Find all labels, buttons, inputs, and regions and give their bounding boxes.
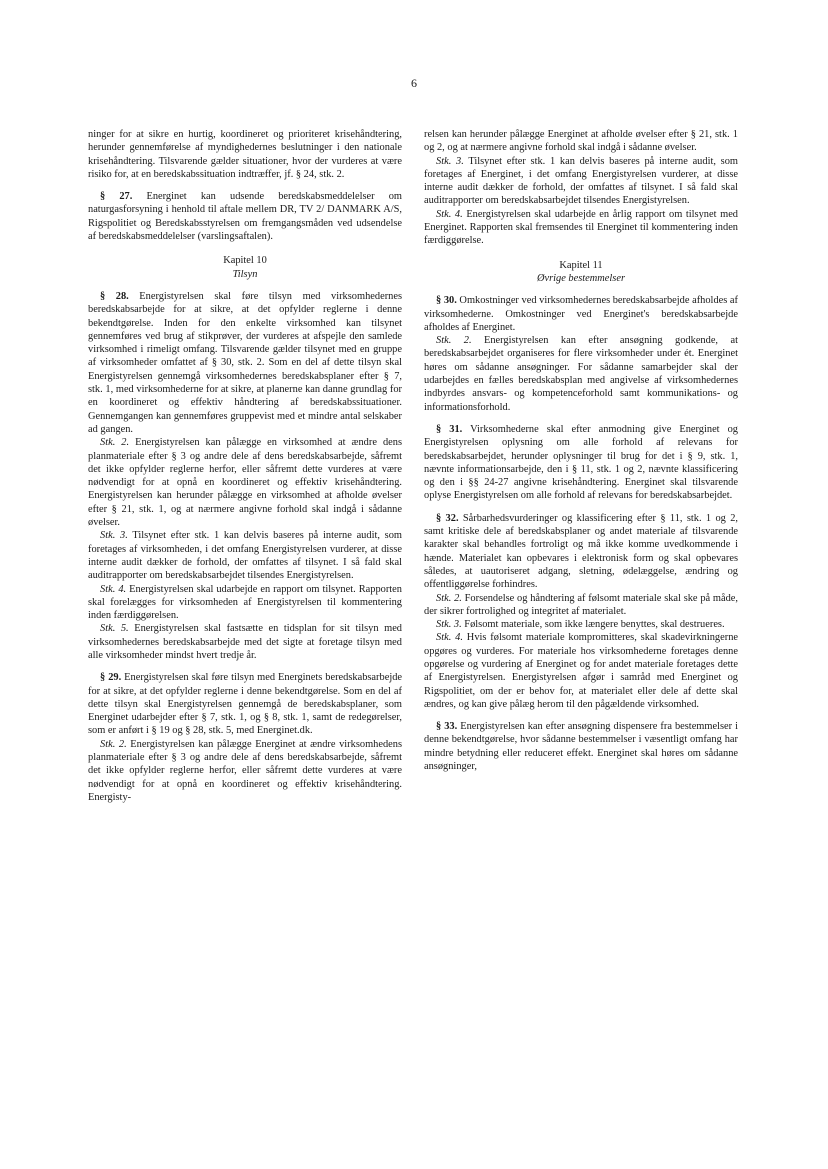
section-paragraph — [424, 512, 738, 592]
subsection-paragraph — [424, 631, 738, 711]
subsection-label: Stk. 4. — [436, 632, 463, 644]
subsection-paragraph — [424, 592, 738, 619]
subsection-label: Stk. 5. — [100, 623, 129, 635]
subsection-paragraph — [424, 334, 738, 414]
section-number: § 32. — [436, 512, 459, 524]
subsection-label: Stk. 2. — [436, 592, 462, 604]
paragraph-text: Energistyrelsen skal udarbejde en årlig rapport om tilsynet med Energinet. Rapporten skal fremsendes til Energinet til kommentering inden færdiggørelse. — [424, 208, 738, 247]
subsection-label: Stk. 2. — [100, 437, 130, 449]
left-column — [88, 128, 402, 804]
section-paragraph — [88, 290, 402, 436]
subsection-paragraph — [88, 622, 402, 662]
subsection-paragraph — [88, 738, 402, 804]
paragraph-text: Tilsynet efter stk. 1 kan delvis baseres på interne audit, som foretages af virksomheden, i det omfang Energistyrelsen vurderer, at disse interne audit dækker de forhold, der omfattes af tilsynet. I så fald skal auditrapporter om beredskabsarbejdet tilsendes Energistyrelsen. — [88, 530, 402, 582]
subsection-label: Stk. 2. — [436, 335, 472, 347]
section-paragraph — [424, 294, 738, 334]
subsection-paragraph — [424, 155, 738, 208]
chapter-title: Tilsyn — [232, 268, 258, 280]
chapter-heading: Kapitel 11 — [559, 259, 603, 271]
subsection-label: Stk. 4. — [436, 208, 463, 220]
subsection-paragraph — [88, 529, 402, 582]
section-number: § 33. — [436, 721, 458, 733]
section-number: § 30. — [436, 295, 457, 307]
continued-paragraph — [424, 128, 738, 155]
paragraph-text: Tilsynet efter stk. 1 kan delvis baseres på interne audit, som foretages af Energinet, i det omfang Energistyrelsen vurderer, at disse interne audit dækker de forhold, der omfattes af tilsynet. I så fald skal auditrapporter om beredskabsarbejdet tilsendes Energistyrelsen. — [424, 155, 738, 207]
section-number: § 29. — [100, 672, 122, 684]
paragraph-text: Energistyrelsen kan pålægge en virksomhed at ændre dens planmateriale efter § 3 og andre dele af dens beredskabsarbejde, såfremt det ikke opfylder reglerne herfor, eller såfremt dette vurderes at være nødvendigt for at opnå en koordineret og effektiv krisehåndtering. Energistyrelsen kan herunder pålægge en virksomhed at afholde øvelser efter § 21, stk. 1, og at nærmere angivne forhold skal indgå i sådanne øvelser. — [88, 437, 402, 529]
paragraph-text: Virksomhederne skal efter anmodning give Energinet og Energistyrelsen oplysning om alle forhold af relevans for beredskabsarbejdet, herunder oplysninger til brug for det i § 9, stk. 1, nævnte informationsarbejde, den i § 11, stk. 1 og 2, nævnte klassificering og den i §§ 24-27 angivne krisehåndtering. Energinet skal tilsvarende oplyse Energistyrelsen om alle forhold af relevans for beredskabsarbejdet. — [424, 423, 739, 502]
paragraph-text: Energistyrelsen skal udarbejde en rapport om tilsynet. Rapporten skal forelægges for virksomheden af Energistyrelsen til kommentering inden færdiggørelsen. — [88, 583, 402, 622]
subsection-label: Stk. 2. — [100, 738, 127, 750]
paragraph-text: Energistyrelsen skal føre tilsyn med virksomhedernes beredskabsarbejde for at sikre, at det opfylder reglerne i denne bekendtgørelse. Inden for den enkelte virksomhed kan tilsynet gennemføres ved brug af stikprøver, der vurderes at afspejle den samlede virksomhed i rimeligt omfang. Tilsvarende gælder tilsynet med en gruppe af virksomheder omfattet af § 30, stk. 2. Som en del af dette tilsyn skal Energistyrelsen gennemgå virksomhedernes beredskabsplaner efter § 7, stk. 1, med virksomhederne for at sikre, at planerne kan danne grundlag for en koordineret og effektiv håndtering af beredskabssituationer. Gennemgangen kan gennemføres gruppevist med et mindre antal selskaber ad gangen. — [88, 290, 402, 435]
section-paragraph — [88, 671, 402, 737]
continued-paragraph — [88, 128, 402, 181]
paragraph-text: Energistyrelsen skal fastsætte en tidsplan for sit tilsyn med virksomhedernes beredskabsarbejde med det sigte at foretage tilsyn med alle virksomheder mindst hvert tredje år. — [88, 623, 402, 661]
paragraph-text: Forsendelse og håndtering af følsomt materiale skal ske på måde, der sikrer fortrolighed og integritet af materialet. — [424, 592, 738, 617]
paragraph-text: Sårbarhedsvurderinger og klassificering efter § 11, stk. 1 og 2, samt kritiske dele af beredskabsplaner og andet materiale af tilsvarende karakter skal behandles fortroligt og må ikke komme uvedkommende i hænde. Materialet kan opbevares i elektronisk form og skal opbevares således, at uautoriseret adgang, sletning, ødelæggelse, ændring og offentliggørelse forhindres. — [424, 512, 738, 591]
section-number: § 28. — [100, 290, 129, 302]
chapter-heading: Kapitel 10 — [223, 255, 267, 267]
subsection-paragraph — [88, 583, 402, 623]
page-number: 6 — [411, 76, 417, 90]
paragraph-text: Energistyrelsen kan efter ansøgning dispensere fra bestemmelser i denne bekendtgørelse, hvor sådanne bestemmelser i væsentligt omfang har mindre betydning eller reduceret effekt. Energinet skal høres om sådanne ansøgninger, — [424, 721, 738, 773]
subsection-label: Stk. 3. — [100, 530, 128, 542]
section-paragraph — [424, 423, 738, 503]
paragraph-text: Energistyrelsen skal føre tilsyn med Energinets beredskabsarbejde for at sikre, at det opfylder reglerne i denne bekendtgørelse. Som en del af dette tilsyn skal Energistyrelsen gennemgå de beredskabsplaner, som Energinet udarbejder efter § 7, stk. 1, og § 8, stk. 1, samt de redegørelser, som er anført i § 19 og § 28, stk. 5, med Energinet.dk. — [88, 672, 403, 737]
subsection-paragraph — [424, 618, 738, 631]
section-number: § 31. — [436, 423, 463, 435]
right-column — [424, 128, 738, 773]
paragraph-text: Energistyrelsen kan efter ansøgning godkende, at beredskabsarbejdet organiseres for flere virksomheder under ét. Energinet høres om sådanne ansøgninger. For sådanne samarbejder skal der udarbejdes en fælles beredskabsplan med angivelse af virksomhedernes indbyrdes ansvars- og kompetenceforhold samt kommunikations- og informationsforhold. — [424, 335, 738, 413]
subsection-paragraph — [88, 436, 402, 529]
subsection-paragraph — [424, 208, 738, 248]
paragraph-text: relsen kan herunder pålægge Energinet at afholde øvelser efter § 21, stk. 1 og 2, og at nærmere angivne forhold skal indgå i sådanne øvelser. — [424, 129, 738, 154]
section-paragraph — [88, 190, 402, 243]
paragraph-text: Følsomt materiale, som ikke længere benyttes, skal destrueres. — [461, 619, 725, 631]
paragraph-text: Energistyrelsen kan pålægge Energinet at ændre virksomhedens planmateriale efter § 3 og andre dele af dens beredskabsarbejde, såfremt det ikke opfylder reglerne herfor, eller såfremt dette vurderes at være nødvendigt for at opnå en koordineret og effektiv krisehåndtering. Energisty- — [88, 738, 403, 803]
section-paragraph — [424, 720, 738, 773]
paragraph-text: Omkostninger ved virksomhedernes beredskabsarbejde afholdes af virksomhederne. Omkostninger ved Energinet's beredskabsarbejde afholdes af Energinet. — [424, 295, 738, 333]
subsection-label: Stk. 3. — [436, 619, 462, 631]
subsection-label: Stk. 4. — [100, 583, 127, 595]
paragraph-text: Energinet kan udsende beredskabsmeddelelser om naturgasforsyning i henhold til aftale mellem DR, TV 2/ DANMARK A/S, Rigspolitiet og Beredskabsstyrelsen om fremgangsmåden ved udsendelse af beredskabsmeddelelser (varslingsaftalen). — [88, 191, 402, 243]
section-number: § 27. — [100, 191, 133, 203]
paragraph-text: Hvis følsomt materiale kompromitteres, skal skadevirkningerne opgøres og vurderes. For materiale hos virksomhederne foretages denne opgørelse og vurdering af Energinet og for andet materiale foretages dette af Energistyrelsen. Energistyrelsen afgør i samråd med Energinet og Rigspolitiet, om der er behov for, at materialet eller dele af dette skal ændres, og kan give pålæg herom til den pågældende virksomhed. — [424, 632, 738, 710]
chapter-title: Øvrige bestemmelser — [536, 272, 625, 284]
subsection-label: Stk. 3. — [436, 155, 464, 167]
paragraph-text: ninger for at sikre en hurtig, koordineret og prioriteret krisehåndtering, herunder gennemførelse af myndighedernes beslutninger i den nationale krisehåndtering. Tilsvarende gælder situationer, hvor der vurderes at være risiko for, at en beredskabssituation indtræffer, jf. § 24, stk. 2. — [88, 129, 402, 180]
